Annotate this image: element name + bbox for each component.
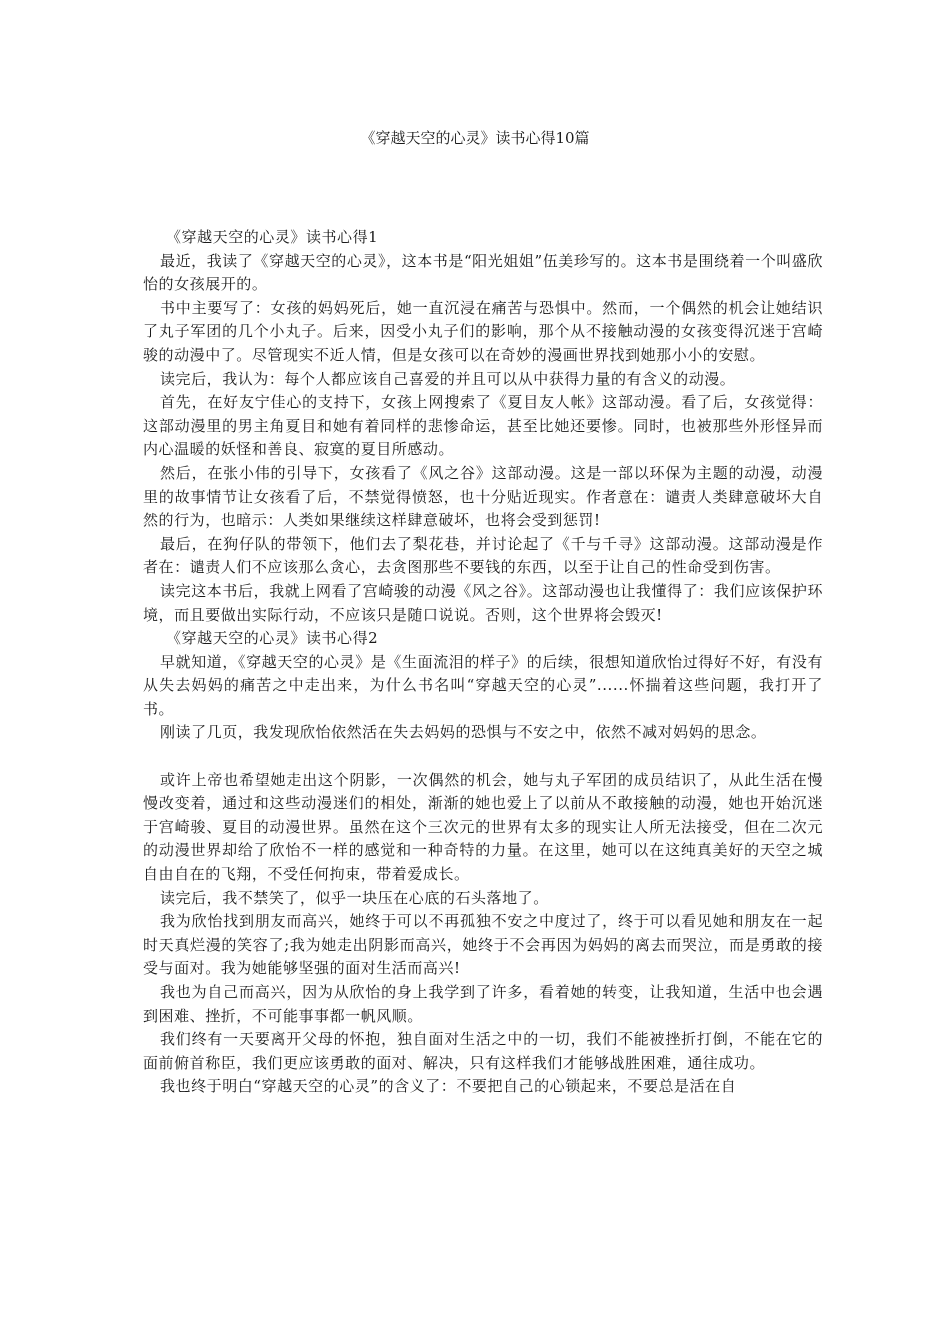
paragraph: 读完后，我不禁笑了，似乎一块压在心底的石头落地了。 xyxy=(160,888,549,907)
paragraph: 早就知道，《穿越天空的心灵》是《生面流泪的样子》的后续，很想知道欣怡过得好不好，有没有从失去妈妈的痛苦之中走出来，为什么书名叫“穿越天空的心灵”......怀揣着这些问题，我打开了书。 xyxy=(143,652,823,718)
paragraph: 读完这本书后，我就上网看了宫崎骏的动漫《风之谷》。这部动漫也让我懂得了：我们应该保护环境，而且要做出实际行动，不应该只是随口说说。否则，这个世界将会毁灭! xyxy=(143,581,823,624)
paragraph: 或许上帝也希望她走出这个阴影，一次偶然的机会，她与丸子军团的成员结识了，从此生活在慢慢改变着，通过和这些动漫迷们的相处，渐渐的她也爱上了以前从不敢接触的动漫，她也开始沉迷于宫崎骏、夏目的动漫世界。虽然在这个三次元的世界有太多的现实让人所无法接受，但在二次元的动漫世界却给了欣怡不一样的感觉和一种奇特的力量。在这里，她可以在这纯真美好的天空之城自由自在的飞翔，不受任何拘束，带着爱成长。 xyxy=(143,770,823,884)
paragraph: 读完后，我认为：每个人都应该自己喜爱的并且可以从中获得力量的有含义的动漫。 xyxy=(160,369,736,388)
paragraph: 我也终于明白“穿越天空的心灵”的含义了：不要把自己的心锁起来，不要总是活在自 xyxy=(160,1077,737,1096)
paragraph: 首先，在好友宁佳心的支持下，女孩上网搜索了《夏目友人帐》这部动漫。看了后，女孩觉得：这部动漫里的男主角夏目和她有着同样的悲惨命运，甚至比她还要惨。同时，也被那些外形怪异而内心温暖的妖怪和善良、寂寞的夏目所感动。 xyxy=(143,393,823,459)
paragraph: 最近，我读了《穿越天空的心灵》，这本书是“阳光姐姐”伍美珍写的。这本书是围绕着一个叫盛欣怡的女孩展开的。 xyxy=(143,251,823,294)
document-body xyxy=(143,226,823,1099)
paragraph: 刚读了几页，我发现欣怡依然活在失去妈妈的恐惧与不安之中，依然不减对妈妈的思念。 xyxy=(160,723,767,742)
section-heading-1: 《穿越天空的心灵》读书心得1 xyxy=(166,228,379,246)
paragraph: 我为欣怡找到朋友而高兴，她终于可以不再孤独不安之中度过了，终于可以看见她和朋友在一起时天真烂漫的笑容了;我为她走出阴影而高兴，她终于不会再因为妈妈的离去而哭泣，而是勇敢的接受与面对。我为她能够坚强的面对生活而高兴! xyxy=(143,912,823,978)
paragraph: 书中主要写了：女孩的妈妈死后，她一直沉浸在痛苦与恐惧中。然而，一个偶然的机会让她结识了丸子军团的几个小丸子。后来，因受小丸子们的影响，那个从不接触动漫的女孩变得沉迷于宫崎骏的动漫中了。尽管现实不近人情，但是女孩可以在奇妙的漫画世界找到她那小小的安慰。 xyxy=(143,298,823,364)
paragraph: 最后，在狗仔队的带领下，他们去了梨花巷，并讨论起了《千与千寻》这部动漫。这部动漫是作者在：谴责人们不应该那么贪心，去贪图那些不要钱的东西，以至于让自己的性命受到伤害。 xyxy=(143,534,823,577)
paragraph: 我也为自己而高兴，因为从欣怡的身上我学到了许多，看着她的转变，让我知道，生活中也会遇到困难、挫折，不可能事事都一帆风顺。 xyxy=(143,983,823,1025)
paragraph: 我们终有一天要离开父母的怀抱，独自面对生活之中的一切，我们不能被挫折打倒，不能在它的面前俯首称臣，我们更应该勇敢的面对、解决，只有这样我们才能够战胜困难，通往成功。 xyxy=(143,1030,823,1072)
paragraph: 然后，在张小伟的引导下，女孩看了《风之谷》这部动漫。这是一部以环保为主题的动漫，动漫里的故事情节让女孩看了后，不禁觉得愤怒，也十分贴近现实。作者意在：谴责人类肆意破坏大自然的行为，也暗示：人类如果继续这样肆意破坏，也将会受到惩罚! xyxy=(143,463,823,530)
section-heading-2: 《穿越天空的心灵》读书心得2 xyxy=(166,629,379,648)
blank-line xyxy=(143,745,823,769)
document-title: 《穿越天空的心灵》读书心得10篇 xyxy=(360,129,590,147)
